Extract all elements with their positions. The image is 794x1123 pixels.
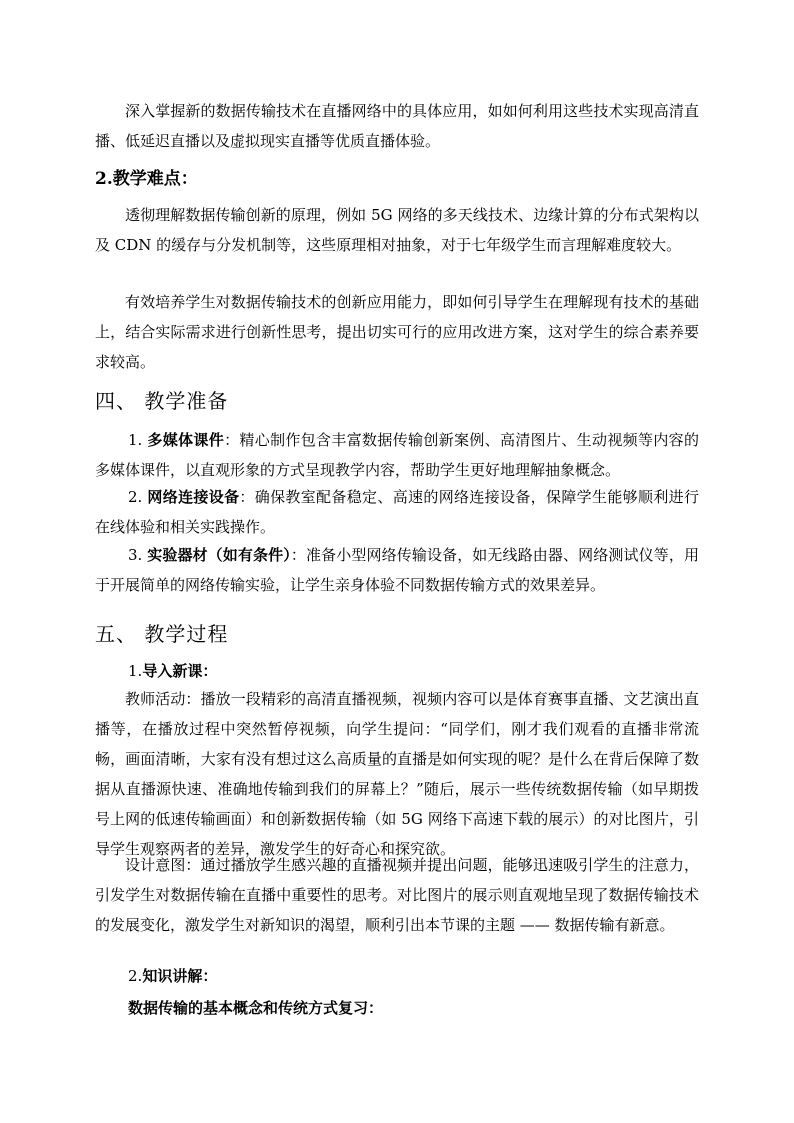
step1-title: 导入新课： bbox=[142, 662, 218, 680]
prep-item-2-text: ：确保教室配备稳定、高速的网络连接设备，保障学生能够顺利进行在线体验和相关实践操作。 bbox=[95, 488, 699, 536]
difficulty-paragraph-2: 有效培养学生对数据传输技术的创新应用能力，即如何引导学生在理解现有技术的基础上，结合实际需求进行创新性思考，提出切实可行的应用改进方案，这对学生的综合素养要求较高。 bbox=[95, 293, 699, 371]
prep-item-2-number: 2. bbox=[128, 488, 148, 506]
step2-number: 2. bbox=[128, 967, 143, 985]
prep-item-3-title: 实验器材（如有条件） bbox=[147, 546, 291, 564]
step2-heading bbox=[128, 965, 217, 987]
prep-item-3-number: 3. bbox=[128, 546, 148, 564]
prep-item-2-title: 网络连接设备 bbox=[147, 488, 240, 506]
step1-heading bbox=[128, 660, 217, 682]
step2-title: 知识讲解： bbox=[142, 967, 218, 985]
prep-item-3-text: ：准备小型网络传输设备，如无线路由器、网络测试仪等，用于开展简单的网络传输实验，让学生亲身体验不同数据传输方式的效果差异。 bbox=[95, 546, 699, 594]
knowledge-subheading: 数据传输的基本概念和传统方式复习： bbox=[128, 999, 384, 1017]
prep-item-1-title: 多媒体课件 bbox=[147, 431, 225, 449]
teacher-activity-paragraph: 教师活动：播放一段精彩的高清直播视频，视频内容可以是体育赛事直播、文艺演出直播等，在播放过程中突然暂停视频，向学生提问：“同学们，刚才我们观看的直播非常流畅，画面清晰，大家有没有想过这么高质量的直播是如何实现的呢？是什么在背后保障了数据从直播源快速、准确地传输到我们的屏幕上？”随后，展示一些传统数据传输（如早期拨号上网的低速传输画面）和创新数据传输（如 5G 网络下高速下载的展示）的对比图片，引导学生观察两者的差异，激发学生的好奇心和探究欲。 bbox=[95, 690, 699, 858]
prep-item-3 bbox=[95, 540, 699, 600]
difficulty-heading: 2.教学难点： bbox=[95, 169, 198, 189]
prep-item-1-text: ：精心制作包含丰富数据传输创新案例、高清图片、生动视频等内容的多媒体课件，以直观形象的方式呈现教学内容，帮助学生更好地理解抽象概念。 bbox=[95, 431, 699, 479]
intro-paragraph: 深入掌握新的数据传输技术在直播网络中的具体应用，如如何利用这些技术实现高清直播、低延迟直播以及虚拟现实直播等优质直播体验。 bbox=[95, 102, 699, 150]
design-intent-paragraph: 设计意图：通过播放学生感兴趣的直播视频并提出问题，能够迅速吸引学生的注意力，引发学生对数据传输在直播中重要性的思考。对比图片的展示则直观地呈现了数据传输技术的发展变化，激发学生对新知识的渴望，顺利引出本节课的主题 —— 数据传输有新意。 bbox=[95, 856, 699, 934]
section5-title: 五、 教学过程 bbox=[95, 622, 229, 646]
difficulty-paragraph-1: 透彻理解数据传输创新的原理，例如 5G 网络的多天线技术、边缘计算的分布式架构以及 CDN 的缓存与分发机制等，这些原理相对抽象，对于七年级学生而言理解难度较大。 bbox=[95, 206, 699, 254]
section4-title: 四、 教学准备 bbox=[95, 389, 229, 413]
prep-item-1 bbox=[95, 425, 699, 485]
prep-item-1-number: 1. bbox=[128, 431, 148, 449]
step1-number: 1. bbox=[128, 662, 143, 680]
prep-item-2 bbox=[95, 482, 699, 542]
